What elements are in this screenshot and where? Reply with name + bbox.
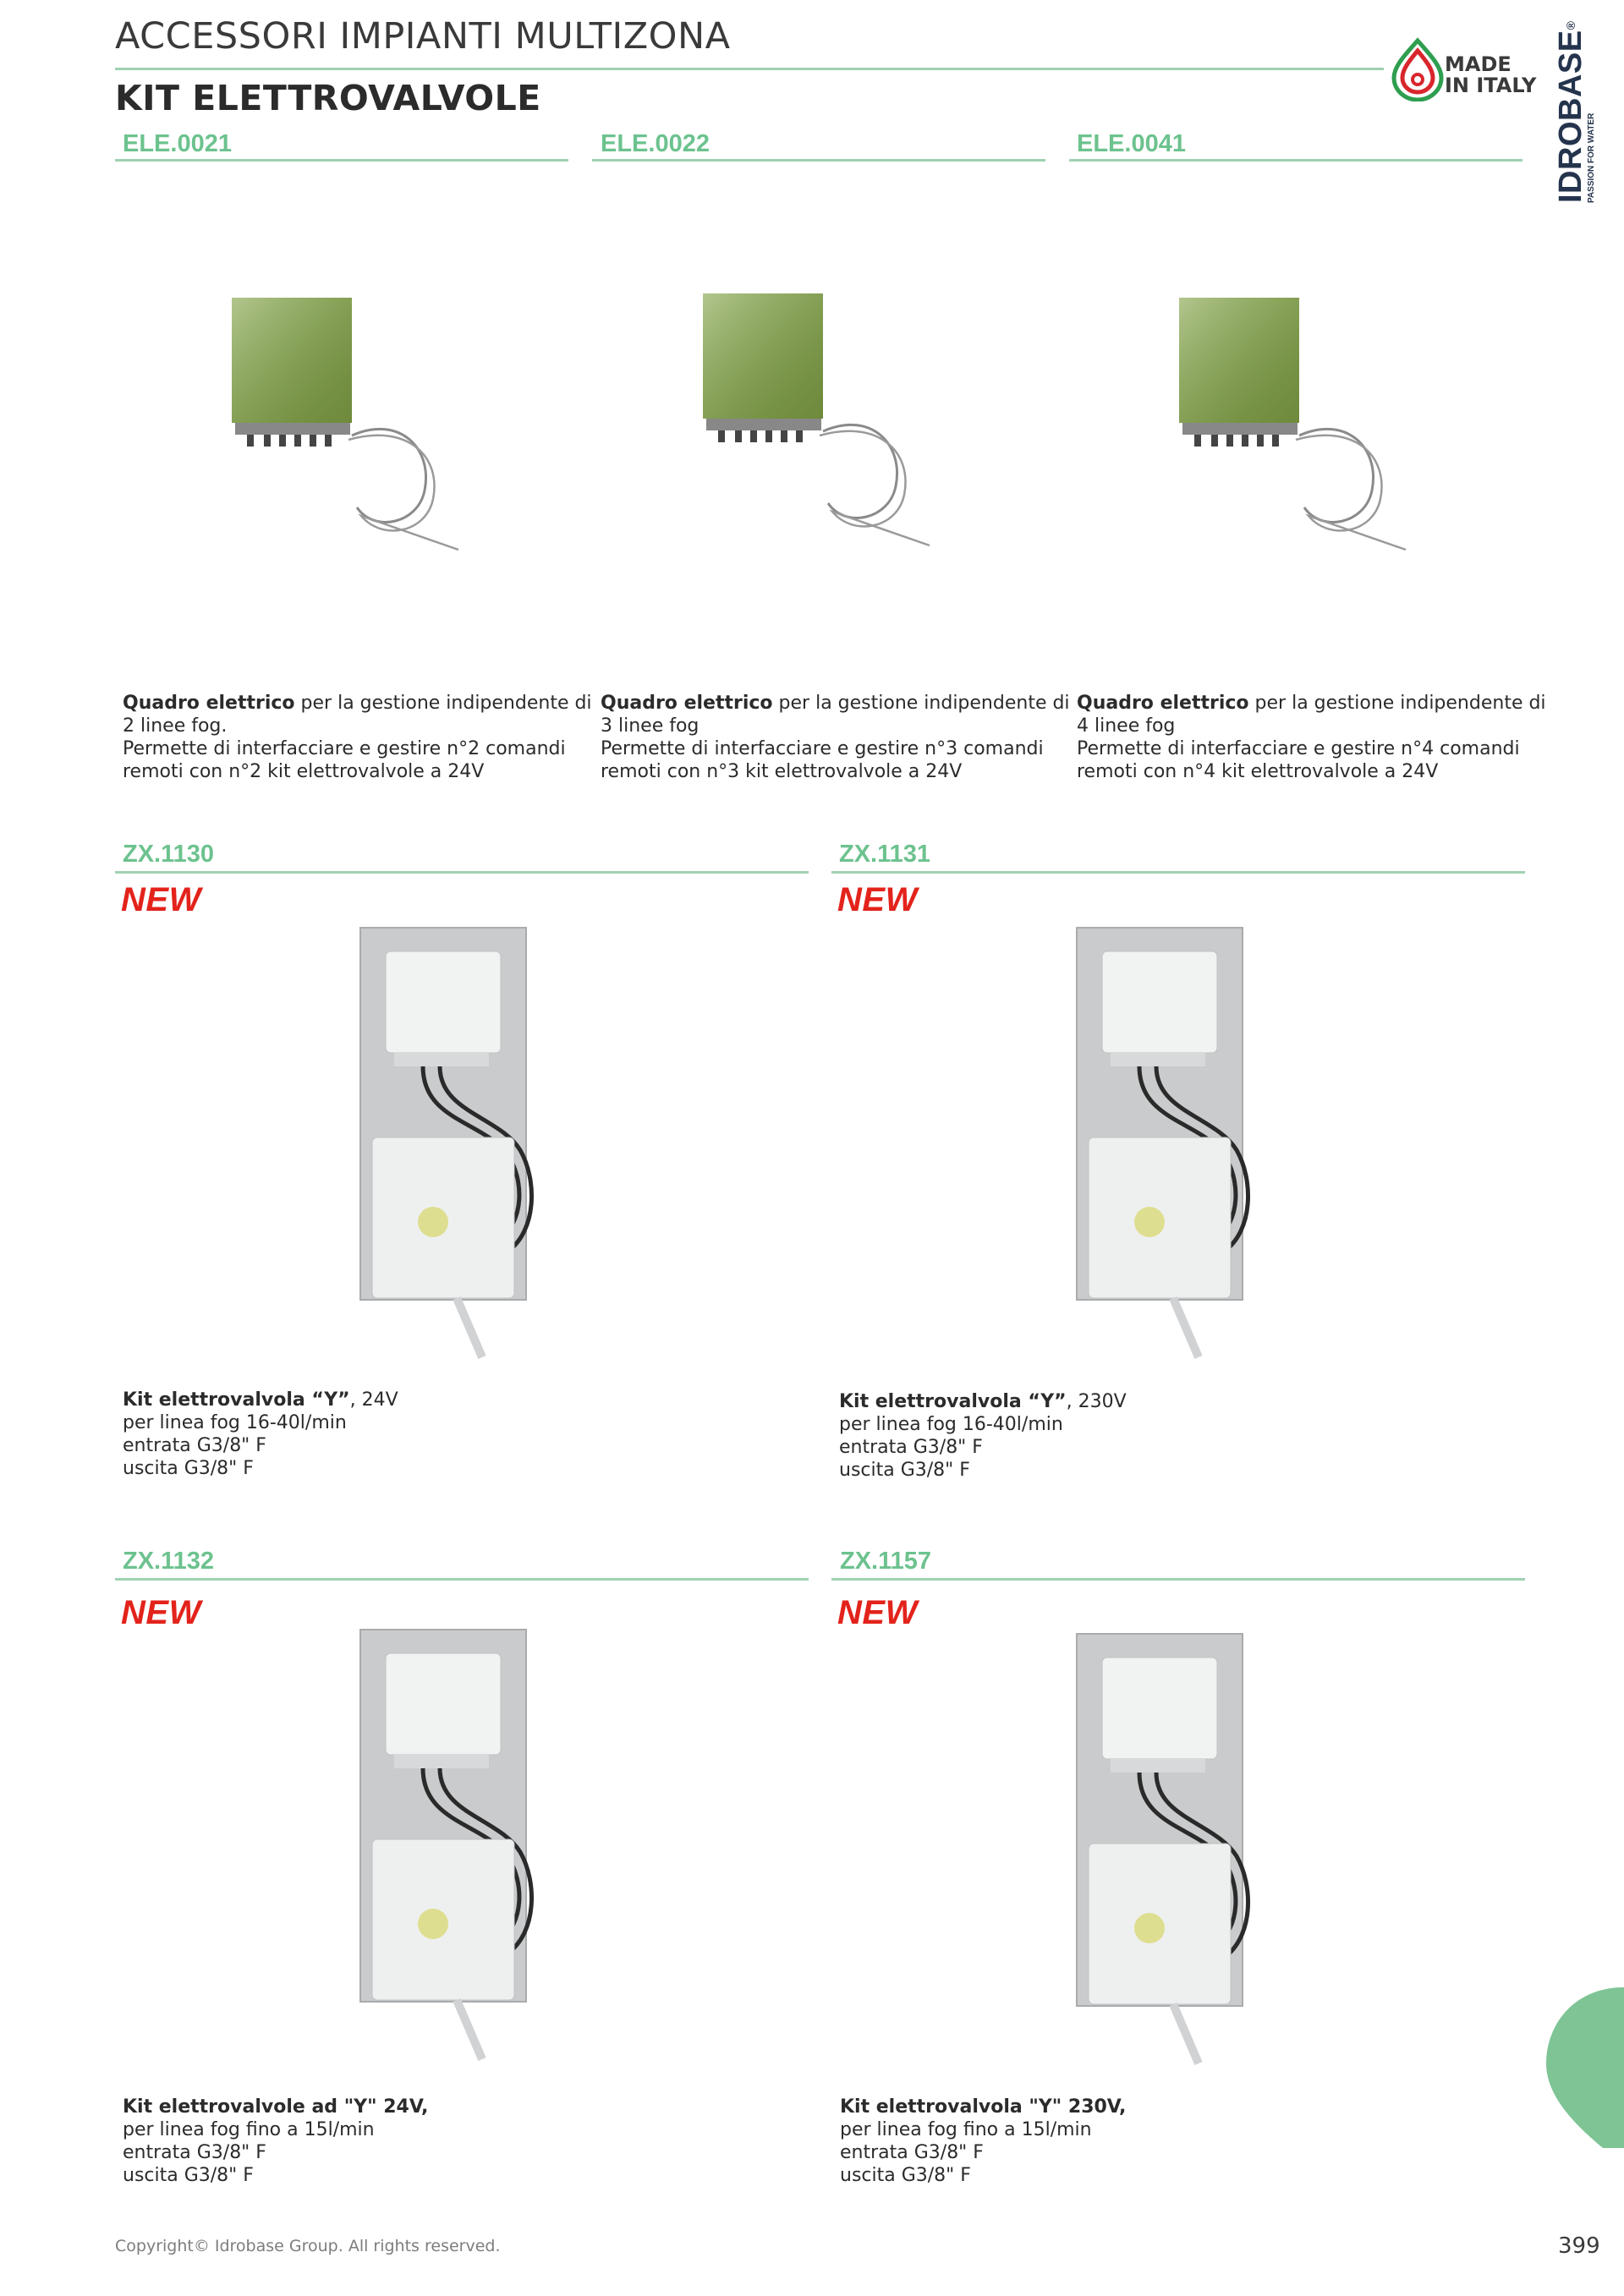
product-description [123,2096,579,2187]
description-line: Permette di interfacciare e gestire n°3 comandi [601,738,1044,759]
control-panel-box-image [701,283,938,554]
description-line: 4 linee fog [1077,715,1176,737]
description-line: Kit elettrovalvole ad "Y" 24V, [123,2096,429,2118]
solenoid-valve-kit-image [1072,1632,1283,2068]
page-title: KIT ELETTROVALVOLE [115,78,541,118]
product-code: ZX.1132 [123,1548,215,1575]
description-line: Quadro elettrico per la gestione indipendente di [601,693,1070,714]
product-divider [592,159,1045,162]
description-line: 2 linee fog. [123,715,228,737]
new-badge: NEW [121,1594,201,1631]
copyright-notice: Copyright© Idrobase Group. All rights reserved. [115,2237,501,2255]
header-divider [115,68,1384,70]
description-line: remoti con n°3 kit elettrovalvole a 24V [601,761,963,782]
description-line: entrata G3/8" F [840,2142,984,2163]
product-divider [115,1578,809,1581]
product-divider [831,871,1525,874]
description-line: Permette di interfacciare e gestire n°2 comandi [123,738,566,759]
product-description [839,1390,1296,1482]
product-divider [831,1578,1525,1581]
product-description [601,692,1070,783]
product-description [1077,692,1546,783]
description-line: per linea fog 16-40l/min [839,1414,1063,1435]
description-line: Kit elettrovalvola "Y" 230V, [840,2096,1127,2118]
product-code: ELE.0021 [123,130,232,157]
description-line: entrata G3/8" F [839,1437,983,1458]
description-line: remoti con n°4 kit elettrovalvole a 24V [1077,761,1439,782]
solenoid-valve-kit-image [355,1628,567,2063]
description-line: uscita G3/8" F [840,2165,971,2186]
product-divider [1069,159,1522,162]
description-line: Permette di interfacciare e gestire n°4 comandi [1077,738,1520,759]
control-panel-box-image [230,288,467,558]
made-in-italy-line2: IN ITALY [1445,74,1537,97]
made-in-italy-drop-icon [1387,37,1448,101]
solenoid-valve-kit-image [1072,926,1283,1362]
description-line: Kit elettrovalvola “Y”, 24V [123,1389,398,1411]
product-code: ELE.0041 [1077,130,1186,157]
brand-name: IDROBASE® [1553,20,1588,203]
new-badge: NEW [837,1594,918,1631]
product-code: ZX.1131 [839,841,931,868]
description-line: uscita G3/8" F [839,1460,970,1481]
product-code: ZX.1157 [840,1548,932,1575]
product-divider [115,871,809,874]
brand-tagline: PASSION FOR WATER [1587,112,1596,203]
product-description [123,1389,579,1480]
product-code: ELE.0022 [601,130,710,157]
product-code: ZX.1130 [123,841,215,868]
new-badge: NEW [837,881,918,918]
brand-logo [1544,20,1604,203]
description-line: per linea fog fino a 15l/min [840,2119,1092,2140]
new-badge: NEW [121,881,201,918]
product-description [123,692,592,783]
description-line: Quadro elettrico per la gestione indipendente di [1077,693,1546,714]
description-line: uscita G3/8" F [123,2165,254,2186]
decorative-drop-shape [1539,1979,1624,2148]
description-line: Quadro elettrico per la gestione indipendente di [123,693,592,714]
made-in-italy-line1: MADE [1445,52,1512,76]
solenoid-valve-kit-image [355,926,567,1362]
description-line: 3 linee fog [601,715,700,737]
description-line: per linea fog fino a 15l/min [123,2119,375,2140]
description-line: remoti con n°2 kit elettrovalvole a 24V [123,761,485,782]
section-title: ACCESSORI IMPIANTI MULTIZONA [115,15,731,58]
description-line: Kit elettrovalvola “Y”, 230V [839,1391,1127,1412]
product-divider [115,159,568,162]
description-line: entrata G3/8" F [123,1435,266,1456]
description-line: uscita G3/8" F [123,1458,254,1479]
control-panel-box-image [1177,288,1414,558]
description-line: per linea fog 16-40l/min [123,1412,347,1433]
made-in-italy-label [1445,54,1536,96]
description-line: entrata G3/8" F [123,2142,266,2163]
product-description [840,2096,1297,2187]
page-number: 399 [1558,2233,1600,2259]
